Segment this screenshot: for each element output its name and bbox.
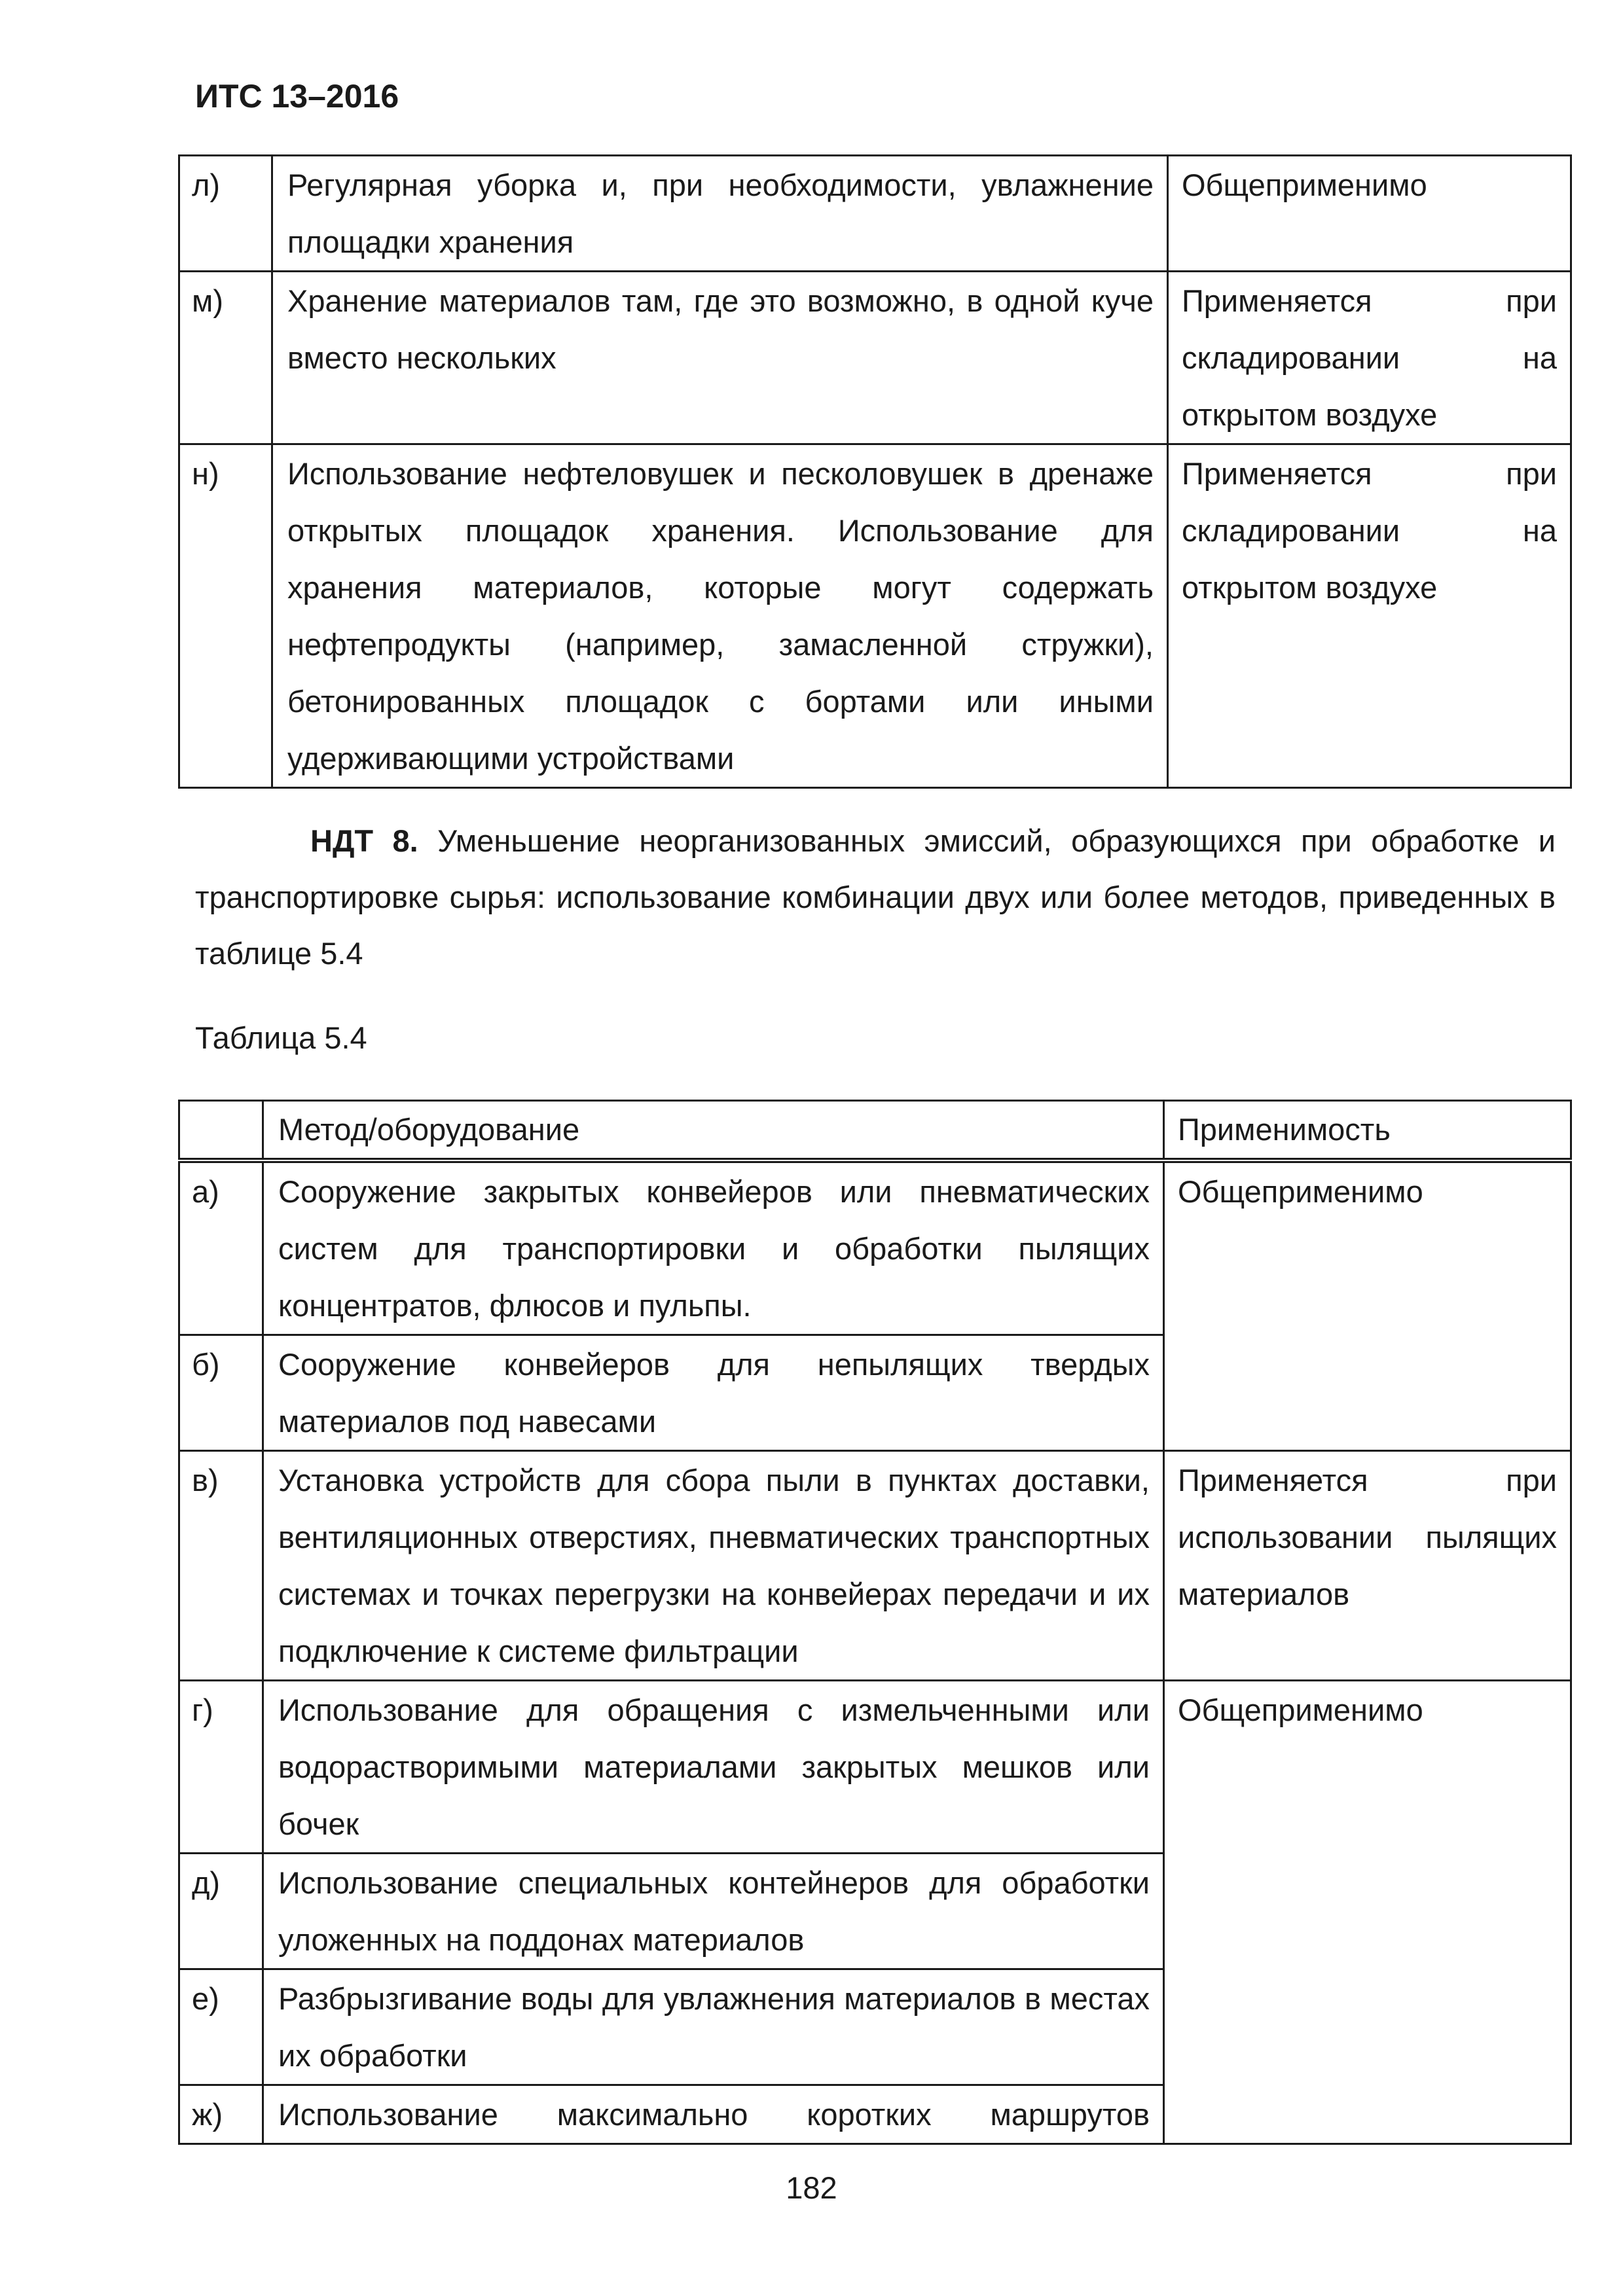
row-letter: б): [179, 1335, 263, 1451]
row-letter: ж): [179, 2085, 263, 2144]
row-applicability: Применяется при складировании на открытом воздухе: [1168, 272, 1571, 444]
table-row: [179, 1681, 1571, 1854]
row-letter: в): [179, 1451, 263, 1681]
page-number: 182: [786, 2170, 837, 2205]
row-letter: н): [179, 444, 272, 788]
applicability-group: Применяется при использовании пылящих материалов: [1164, 1451, 1571, 1681]
table-caption: Таблица 5.4: [195, 1020, 367, 1055]
table-row: [179, 1160, 1571, 1335]
table-header-row: [179, 1101, 1571, 1161]
row-method: Сооружение закрытых конвейеров или пневматических систем для транспортировки и обработки пылящих концентратов, флюсов и пульпы.: [263, 1160, 1164, 1335]
header-letter: [179, 1101, 263, 1161]
row-method: Использование максимально коротких маршрутов: [263, 2085, 1164, 2144]
bat-8-label: НДТ 8.: [310, 823, 418, 858]
table-row: [179, 272, 1571, 444]
header-applicability: Применимость: [1164, 1101, 1571, 1161]
row-method: Использование нефтеловушек и песколовушек в дренаже открытых площадок хранения. Использование для хранения материалов, которые могут содержать нефтепродукты (например, замасленной стружки), бетонированных площадок с бортами или иными удерживающими устройствами: [272, 444, 1168, 788]
table-5-4: [178, 1100, 1572, 2145]
row-letter: а): [179, 1160, 263, 1335]
row-letter: д): [179, 1854, 263, 1969]
row-letter: е): [179, 1969, 263, 2085]
table-row: [179, 1451, 1571, 1681]
row-applicability: Применяется при складировании на открытом воздухе: [1168, 444, 1571, 788]
row-letter: л): [179, 156, 272, 272]
row-method: Использование специальных контейнеров для обработки уложенных на поддонах материалов: [263, 1854, 1164, 1969]
row-method: Разбрызгивание воды для увлажнения материалов в местах их обработки: [263, 1969, 1164, 2085]
row-letter: г): [179, 1681, 263, 1854]
page-header-title: ИТС 13–2016: [195, 78, 399, 115]
row-letter: м): [179, 272, 272, 444]
continued-methods-table: [178, 154, 1572, 789]
applicability-group: Общеприменимо: [1164, 1681, 1571, 2144]
header-method: Метод/оборудование: [263, 1101, 1164, 1161]
row-method: Хранение материалов там, где это возможно, в одной куче вместо нескольких: [272, 272, 1168, 444]
table-row: [179, 156, 1571, 272]
row-method: Установка устройств для сбора пыли в пунктах доставки, вентиляционных отверстиях, пневматических транспортных системах и точках перегрузки на конвейерах передачи и их подключение к системе фильтрации: [263, 1451, 1164, 1681]
bat-8-paragraph: [195, 813, 1556, 982]
row-method: Регулярная уборка и, при необходимости, увлажнение площадки хранения: [272, 156, 1168, 272]
row-method: Использование для обращения с измельченными или водорастворимыми материалами закрытых мешков или бочек: [263, 1681, 1164, 1854]
row-applicability: Общеприменимо: [1168, 156, 1571, 272]
bat-8-text: Уменьшение неорганизованных эмиссий, образующихся при обработке и транспортировке сырья: использование комбинации двух или более методов, приведенных в таблице 5.4: [195, 823, 1556, 971]
applicability-group: Общеприменимо: [1164, 1160, 1571, 1451]
table-row: [179, 444, 1571, 788]
row-method: Сооружение конвейеров для непылящих твердых материалов под навесами: [263, 1335, 1164, 1451]
